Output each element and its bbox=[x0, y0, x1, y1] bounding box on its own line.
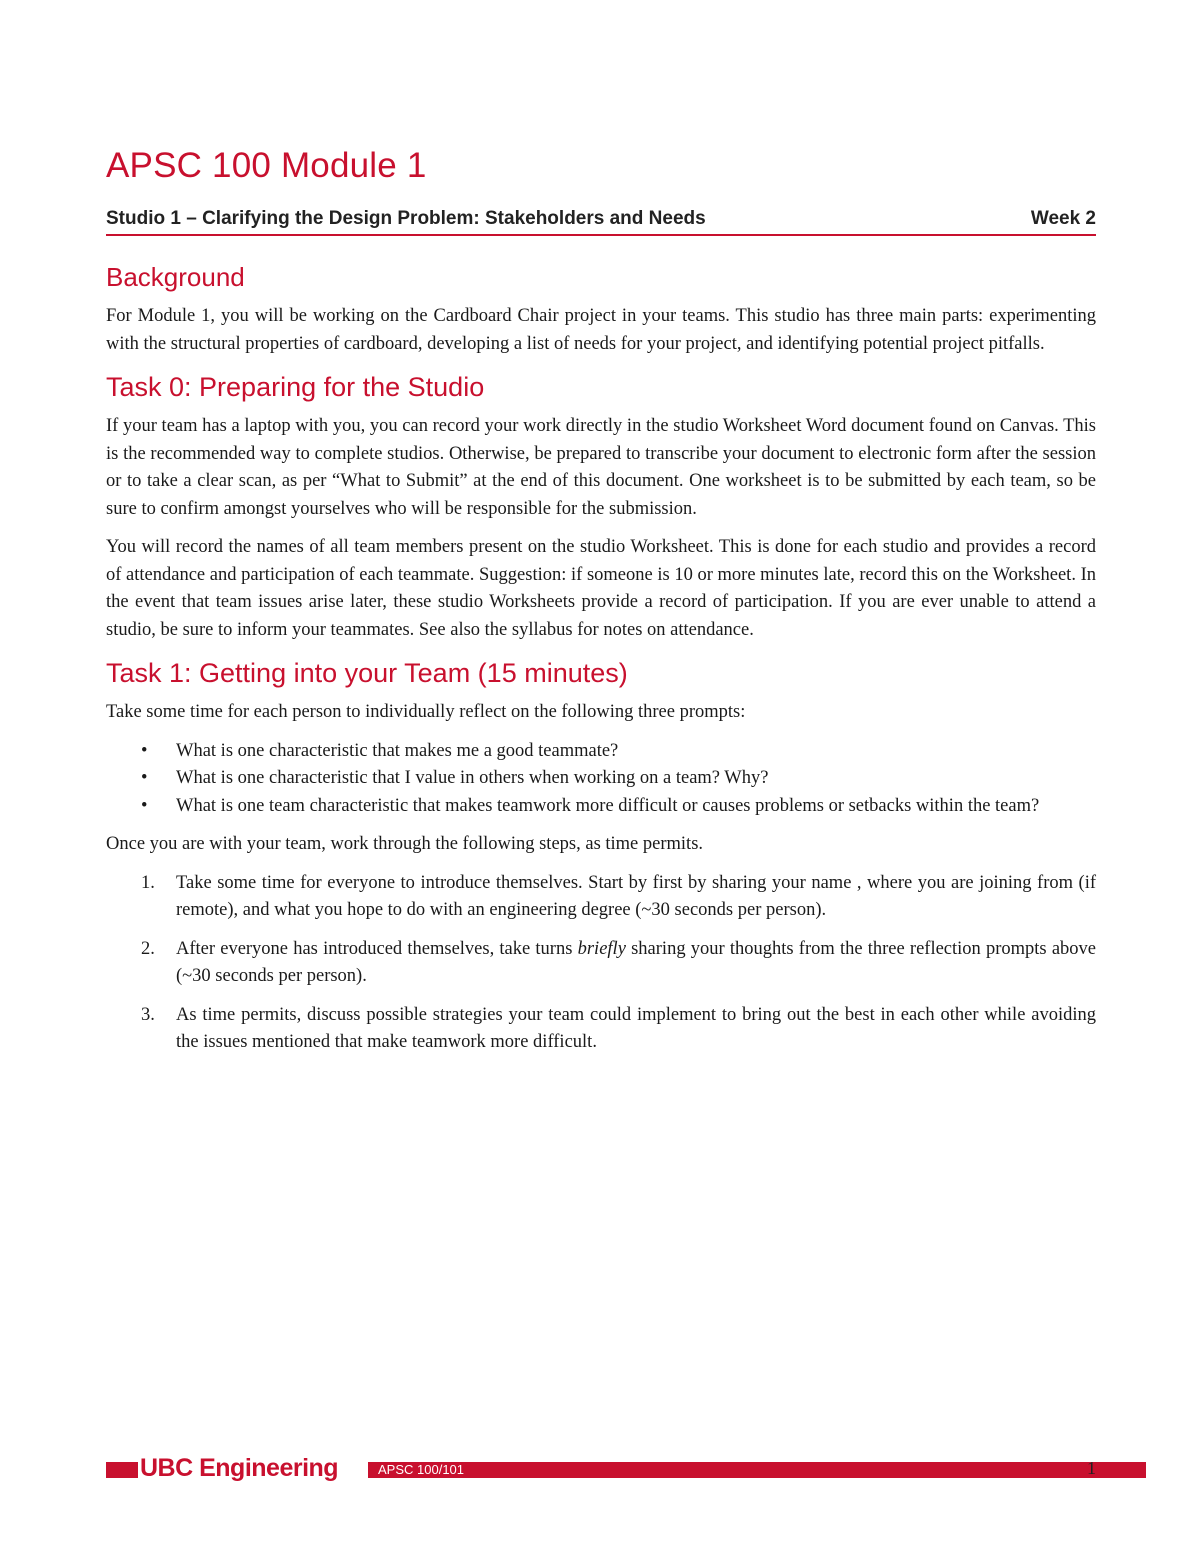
list-item-text: What is one team characteristic that makes teamwork more difficult or causes problems or setbacks within the team? bbox=[176, 795, 1040, 816]
team-steps-list bbox=[106, 870, 1096, 1057]
task1-heading: Task 1: Getting into your Team (15 minutes) bbox=[106, 658, 628, 688]
step-number: 3. bbox=[141, 1004, 155, 1025]
task0-paragraph-2: You will record the names of all team members present on the studio Worksheet. This is done for each studio and provides a record of attendance and participation of each teammate. Suggestion: if someone is 10 or more minutes late, record this on the Worksheet. In the event that team issues arise later, these studio Worksheets provide a record of participation. If you are ever unable to attend a studio, be sure to inform your teammates. See also the syllabus for notes on attendance. bbox=[106, 537, 1096, 640]
list-item bbox=[106, 793, 1096, 821]
reflection-prompts-list bbox=[106, 738, 1096, 821]
background-heading: Background bbox=[106, 262, 245, 292]
step-text: Take some time for everyone to introduce themselves. Start by first by sharing your name , where you are joining from (if remote), and what you hope to do with an engineering degree (~30 seconds per person). bbox=[176, 872, 1096, 920]
task0-section bbox=[106, 372, 1096, 644]
task1-section bbox=[106, 658, 1096, 1057]
list-item-text: What is one characteristic that makes me a good teammate? bbox=[176, 740, 619, 761]
list-item bbox=[106, 765, 1096, 793]
step-number: 2. bbox=[141, 938, 155, 959]
page-footer bbox=[106, 1456, 1096, 1484]
document-content bbox=[106, 262, 1096, 1071]
bullet-icon: • bbox=[141, 740, 148, 761]
task0-heading: Task 0: Preparing for the Studio bbox=[106, 372, 485, 402]
step-text: As time permits, discuss possible strategies your team could implement to bring out the best in each other while avoiding the issues mentioned that make teamwork more difficult. bbox=[176, 1004, 1096, 1052]
page-number: 1 bbox=[1087, 1458, 1096, 1478]
task1-intro: Take some time for each person to individually reflect on the following three prompts: bbox=[106, 702, 746, 722]
list-item-text: What is one characteristic that I value in others when working on a team? Why? bbox=[176, 768, 769, 788]
background-paragraph: For Module 1, you will be working on the Cardboard Chair project in your teams. This studio has three main parts: experimenting with the structural properties of cardboard, developing a list of needs for your project, and identifying potential project pitfalls. bbox=[106, 306, 1096, 354]
list-item bbox=[106, 1002, 1096, 1057]
week-label: Week 2 bbox=[1030, 208, 1096, 229]
course-code: APSC 100/101 bbox=[378, 1462, 465, 1477]
footer-bar bbox=[368, 1462, 1146, 1478]
step-text-emphasis: briefly bbox=[577, 938, 626, 959]
step-number: 1. bbox=[141, 872, 155, 893]
document-title: APSC 100 Module 1 bbox=[106, 146, 427, 185]
background-section bbox=[106, 262, 1096, 358]
task0-paragraph-1: If your team has a laptop with you, you can record your work directly in the studio Worksheet Word document found on Canvas. This is the recommended way to complete studios. Otherwise, be prepared to transcribe your document to electronic form after the session or to take a clear scan, as per “What to Submit” at the end of this document. One worksheet is to be submitted by each team, so be sure to confirm amongst yourselves who will be responsible for the submission. bbox=[106, 416, 1096, 519]
list-item bbox=[106, 738, 1096, 766]
subheader-bar bbox=[106, 206, 1096, 236]
steps-intro: Once you are with your team, work through the following steps, as time permits. bbox=[106, 834, 704, 854]
list-item bbox=[106, 936, 1096, 991]
ubc-engineering-logo: UBC Engineering bbox=[140, 1454, 339, 1482]
step-text-before: After everyone has introduced themselves, take turns bbox=[176, 938, 578, 959]
footer-accent-block bbox=[106, 1462, 138, 1478]
step-text-after: sharing your thoughts from the three reflection prompts above (~30 seconds per person). bbox=[176, 938, 1096, 986]
bullet-icon: • bbox=[141, 768, 148, 788]
bullet-icon: • bbox=[141, 795, 148, 816]
list-item bbox=[106, 870, 1096, 925]
studio-title: Studio 1 – Clarifying the Design Problem: Stakeholders and Needs bbox=[106, 208, 706, 229]
